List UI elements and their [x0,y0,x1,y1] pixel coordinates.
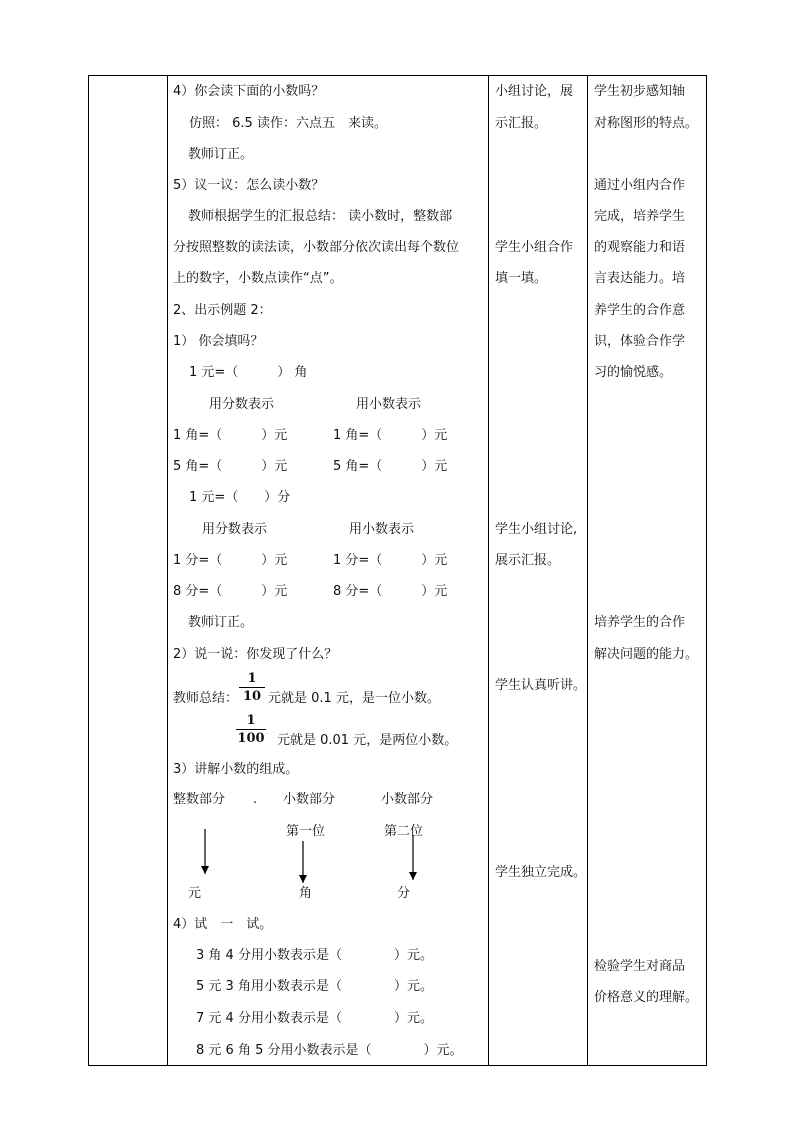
intent-2-line-5: 养学生的合作意 [594,303,686,318]
summary-line-1: 教师根据学生的汇报总结： 读小数时，整数部 [188,209,453,224]
fraction-one-tenth-numerator: 1 [247,671,257,686]
fraction-one-hundredth-denominator: 100 [237,731,265,746]
row-1fen-decimal: 1 分=（ ）元 [333,553,448,568]
header-decimal-2: 用小数表示 [349,522,415,537]
q4-title: 4）你会读下面的小数吗？ [173,84,325,99]
fill-title: 1） 你会填吗？ [173,334,264,349]
integer-part-label: 整数部分 [173,792,226,807]
row-5jiao-decimal: 5 角=（ ）元 [333,459,448,474]
fraction-one-hundredth-numerator: 1 [246,713,256,728]
teacher-correct-2: 教师订正。 [188,615,254,630]
header-fraction-1: 用分数表示 [209,397,275,412]
teacher-correct-1: 教师订正。 [188,147,254,162]
summary-line-2: 分按照整数的读法读，小数部分依次读出每个数位 [173,240,460,255]
first-place-label: 第一位 [286,824,326,839]
intent-2-line-2: 完成，培养学生 [594,209,686,224]
summary2-prefix: 教师总结： [173,691,239,706]
row-1jiao-decimal: 1 角=（ ）元 [333,428,448,443]
try-title: 4）试 一 试。 [173,917,273,932]
decimal-point: . [253,792,258,807]
activity-1-line-2: 示汇报。 [495,116,548,131]
row-1jiao-fraction: 1 角=（ ）元 [173,428,288,443]
arrow-yuan [201,829,209,874]
try-item-4: 8 元 6 角 5 分用小数表示是（ ）元。 [196,1043,463,1058]
intent-2-line-3: 的观察能力和语 [594,240,686,255]
activity-5: 学生独立完成。 [495,865,587,880]
activity-4: 学生认真听讲。 [495,678,587,693]
intent-2-line-1: 通过小组内合作 [594,178,686,193]
row-8fen-decimal: 8 分=（ ）元 [333,584,448,599]
intent-2-line-7: 习的愉悦感。 [594,365,673,380]
decimal-part-label-1: 小数部分 [283,792,336,807]
row-5jiao-fraction: 5 角=（ ）元 [173,459,288,474]
intent-3-line-1: 培养学生的合作 [594,615,686,630]
try-item-2: 5 元 3 角用小数表示是（ ）元。 [196,979,433,994]
try-item-1: 3 角 4 分用小数表示是（ ）元。 [196,948,433,963]
yuan-to-jiao: 1 元=（ ） 角 [189,365,308,380]
second-place-label: 第二位 [384,824,424,839]
summary-line-3: 上的数字，小数点读作“点”。 [173,271,343,286]
activity-2-line-1: 学生小组合作 [495,240,574,255]
intent-4-line-2: 价格意义的理解。 [594,990,699,1005]
row-1fen-fraction: 1 分=（ ）元 [173,553,288,568]
intent-1-line-1: 学生初步感知轴 [594,84,686,99]
decimal-part-label-2: 小数部分 [381,792,434,807]
summary2-line-1: 元就是 0.1 元，是一位小数。 [268,691,440,706]
q5-title: 5）议一议：怎么读小数？ [173,178,325,193]
composition-title: 3）讲解小数的组成。 [173,762,299,777]
say-title: 2）说一说：你发现了什么？ [173,647,338,662]
header-decimal-1: 用小数表示 [356,397,422,412]
summary2-line-2: 元就是 0.01 元，是两位小数。 [277,733,458,748]
arrow-fen [409,835,417,880]
unit-yuan: 元 [188,886,202,901]
intent-2-line-6: 识，体验合作学 [594,334,686,349]
row-8fen-fraction: 8 分=（ ）元 [173,584,288,599]
try-item-3: 7 元 4 分用小数表示是（ ）元。 [196,1011,433,1026]
activity-1-line-1: 小组讨论，展 [495,84,574,99]
intent-4-line-1: 检验学生对商品 [594,959,686,974]
activity-3-line-1: 学生小组讨论, [495,522,578,537]
intent-3-line-2: 解决问题的能力。 [594,647,699,662]
unit-fen: 分 [397,886,411,901]
fraction-one-tenth-denominator: 10 [242,689,262,704]
activity-3-line-2: 展示汇报。 [495,553,561,568]
arrow-jiao [299,841,307,883]
q4-example: 仿照： 6.5 读作：六点五 来读。 [189,116,387,131]
unit-jiao: 角 [299,886,313,901]
intent-1-line-2: 对称图形的特点。 [594,116,699,131]
header-fraction-2: 用分数表示 [202,522,268,537]
activity-2-line-2: 填一填。 [495,271,548,286]
intent-2-line-4: 言表达能力。培 [594,271,686,286]
example2-title: 2、出示例题 2： [173,303,272,318]
yuan-to-fen: 1 元=（ ）分 [189,490,291,505]
